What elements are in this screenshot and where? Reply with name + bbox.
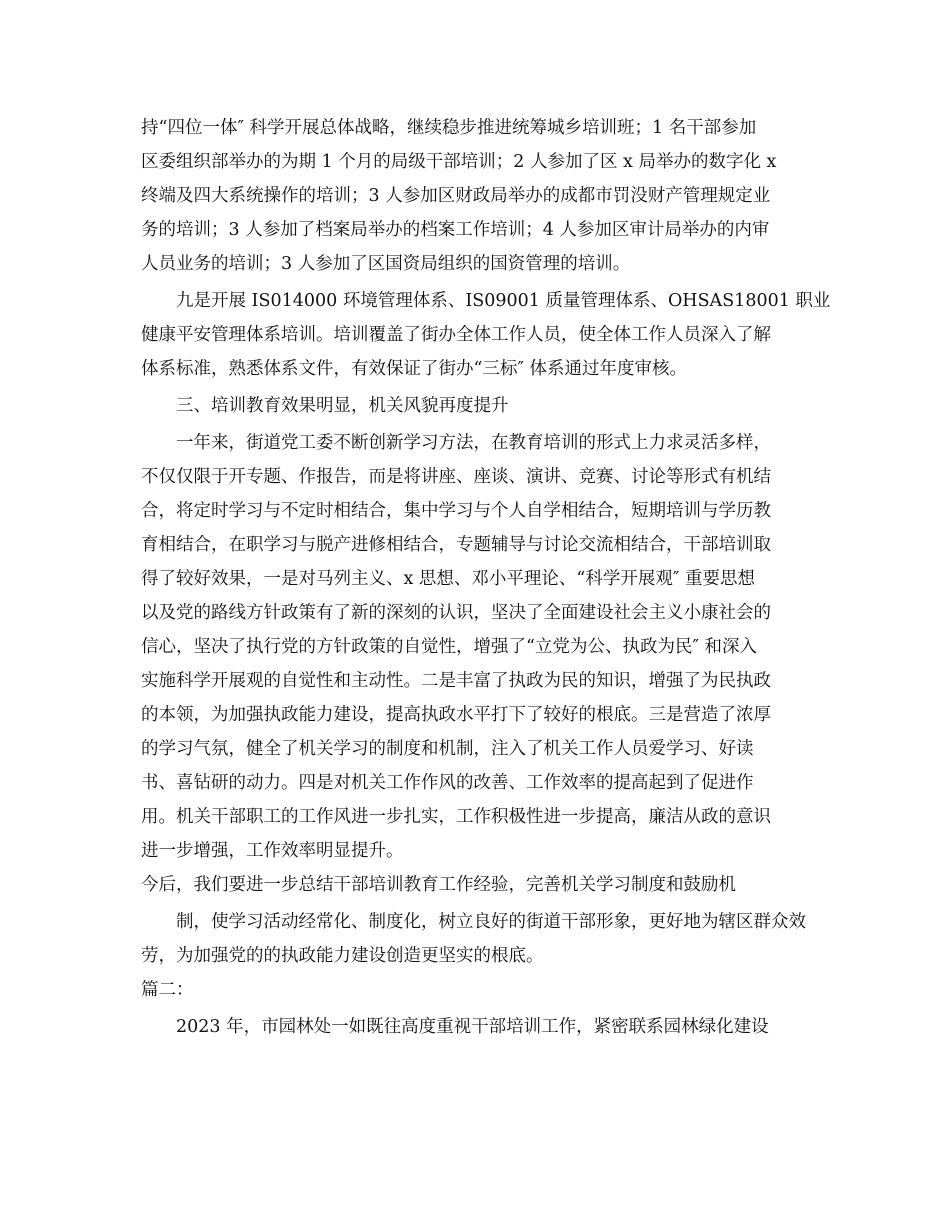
text-line: 人员业务的培训；3 人参加了区国资局组织的国资管理的培训。 xyxy=(141,254,631,274)
text-line: 区委组织部举办的为期 1 个月的局级干部培训；2 人参加了区 x 局举办的数字化 x xyxy=(141,152,777,172)
text-line: 进一步增强，工作效率明显提升。 xyxy=(141,841,404,861)
text-line: 务的培训；3 人参加了档案局举办的档案工作培训；4 人参加区审计局举办的内审 xyxy=(141,220,770,240)
text-line: 得了较好效果，一是对马列主义、x 思想、邓小平理论、“科学开展观″ 重要思想 xyxy=(141,569,755,589)
section-heading: 三、培训教育效果明显，机关风貌再度提升 xyxy=(176,396,509,416)
text-line: 用。机关干部职工的工作风进一步扎实，工作积极性进一步提高，廉洁从政的意识 xyxy=(141,807,771,827)
text-line: 健康平安管理体系培训。培训覆盖了街办全体工作人员，使全体工作人员深入了解 xyxy=(141,325,771,345)
text-line: 实施科学开展观的自觉性和主动性。二是丰富了执政为民的知识，增强了为民执政 xyxy=(141,671,771,691)
text-line: 不仅仅限于开专题、作报告，而是将讲座、座谈、演讲、竞赛、讨论等形式有机结 xyxy=(141,467,771,487)
text-line: 持“四位一体″ 科学开展总体战略，继续稳步推进统筹城乡培训班；1 名干部参加 xyxy=(141,118,757,138)
text-line: 书、喜钻研的动力。四是对机关工作作风的改善、工作效率的提高起到了促进作 xyxy=(141,773,754,793)
text-line: 篇二： xyxy=(141,980,194,1000)
text-line: 九是开展 IS014000 环境管理体系、IS09001 质量管理体系、OHSAS18001 职业 xyxy=(176,291,831,311)
text-line: 以及党的路线方针政策有了新的深刻的认识，坚决了全面建设社会主义小康社会的 xyxy=(141,603,771,623)
document-body xyxy=(141,111,831,1047)
text-line: 体系标准，熟悉体系文件，有效保证了街办“三标″ 体系通过年度审核。 xyxy=(141,359,688,379)
text-line: 制，使学习活动经常化、制度化，树立良好的街道干部形象，更好地为辖区群众效 xyxy=(176,912,806,932)
section-label: 2023 年，市园林处一如既往高度重视干部培训工作，紧密联系园林绿化建设 xyxy=(176,1017,769,1037)
text-line: 今后，我们要进一步总结干部培训教育工作经验，完善机关学习制度和鼓励机 xyxy=(141,875,736,895)
text-line: 合，将定时学习与不定时相结合，集中学习与个人自学相结合，短期培训与学历教 xyxy=(141,501,771,521)
text-line: 劳，为加强党的的执政能力建设创造更坚实的根底。 xyxy=(141,946,544,966)
text-line: 的学习气氛，健全了机关学习的制度和机制，注入了机关工作人员爱学习、好读 xyxy=(141,739,754,759)
text-line: 育相结合，在职学习与脱产进修相结合，专题辅导与讨论交流相结合，干部培训取 xyxy=(141,535,771,555)
text-line: 一年来，街道党工委不断创新学习方法，在教育培训的形式上力求灵活多样， xyxy=(176,433,771,453)
text-line: 信心，坚决了执行党的方针政策的自觉性，增强了“立党为公、执政为民″ 和深入 xyxy=(141,637,758,657)
text-line: 的本领，为加强执政能力建设，提高执政水平打下了较好的根底。三是营造了浓厚 xyxy=(141,705,771,725)
text-line: 终端及四大系统操作的培训；3 人参加区财政局举办的成都市罚没财产管理规定业 xyxy=(141,186,771,206)
